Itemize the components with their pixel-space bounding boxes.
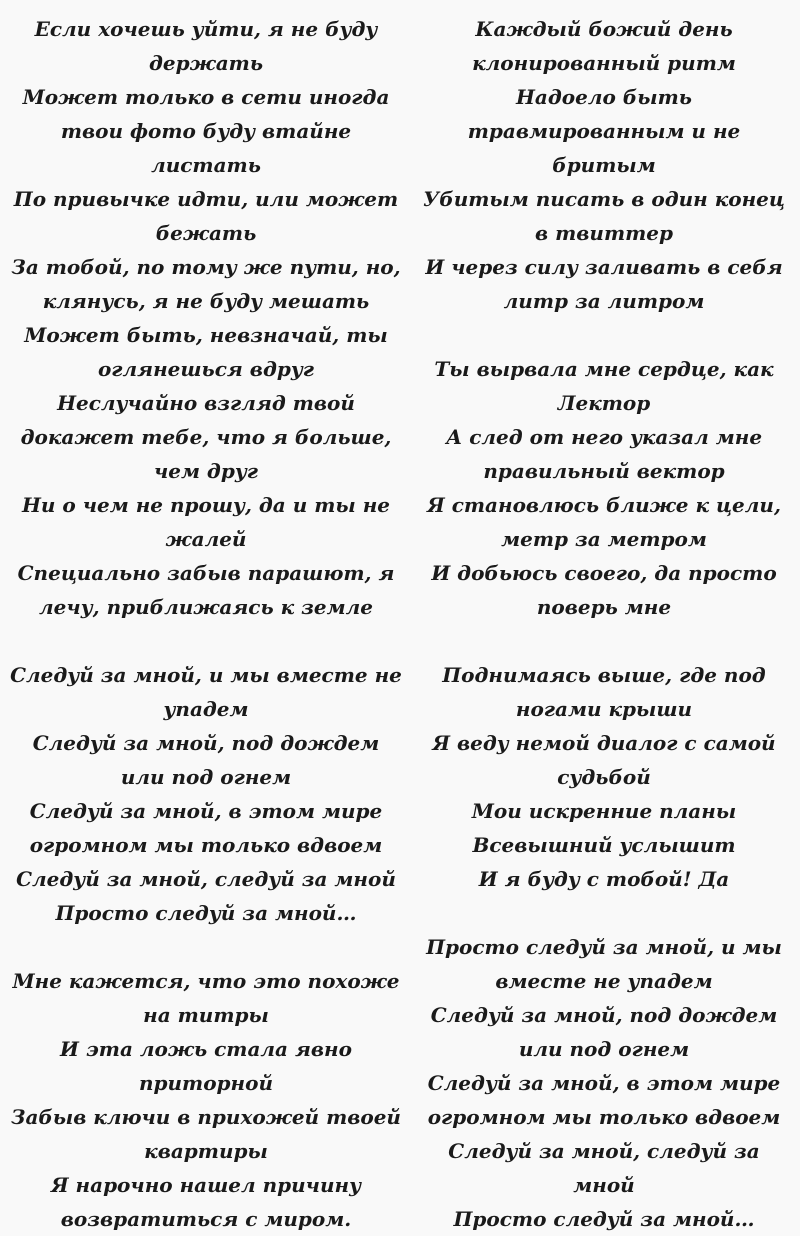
- lyrics-column-left: [0, 12, 412, 1231]
- lyric-line: За тобой, по тому же пути, но, клянусь, я не буду мешать: [11, 255, 401, 313]
- lyric-line: Я нарочно нашел причину возвратиться с миром.: [50, 1173, 362, 1231]
- stanza-right-3: [416, 658, 792, 896]
- lyric-line: Надоело быть травмированным и не бритым: [467, 85, 741, 177]
- lyric-line: Следуй за мной, следуй за мной: [16, 867, 396, 891]
- lyric-line: Ты вырвала мне сердце, как Лектор: [434, 357, 774, 415]
- lyric-line: Я становлюсь ближе к цели, метр за метром: [427, 493, 781, 551]
- lyric-line: Если хочешь уйти, я не буду держать: [34, 17, 378, 75]
- stanza-right-2: [416, 352, 792, 624]
- lyric-line: И добьюсь своего, да просто поверь мне: [431, 561, 777, 619]
- lyric-line: Просто следуй за мной…: [55, 901, 357, 925]
- stanza-right-4: [416, 930, 792, 1236]
- lyric-line: Следуй за мной, под дождем или под огнем: [32, 731, 380, 789]
- lyric-line: Может быть, невзначай, ты оглянешься вдруг: [24, 323, 388, 381]
- lyric-line: Может только в сети иногда твои фото буду втайне листать: [22, 85, 390, 177]
- stanza-left-3: [10, 964, 402, 1236]
- lyric-line: Забыв ключи в прихожей твоей квартиры: [11, 1105, 401, 1163]
- stanza-left-1: [10, 12, 402, 624]
- stanza-left-2: [10, 658, 402, 930]
- lyric-line: И эта ложь стала явно приторной: [60, 1037, 352, 1095]
- lyric-line: Просто следуй за мной, и мы вместе не упадем: [426, 935, 782, 993]
- lyric-line: Ни о чем не прошу, да и ты не жалей: [22, 493, 390, 551]
- lyric-line: Поднимаясь выше, где под ногами крыши: [442, 663, 766, 721]
- lyric-line: Следуй за мной, под дождем или под огнем: [430, 1003, 778, 1061]
- lyric-line: Мне кажется, что это похоже на титры: [12, 969, 400, 1027]
- stanza-right-1: [416, 12, 792, 318]
- lyric-line: Неслучайно взгляд твой докажет тебе, что я больше, чем друг: [20, 391, 392, 483]
- lyric-line: Каждый божий день клонированный ритм: [472, 17, 736, 75]
- lyric-line: Мои искренние планы Всевышний услышит: [471, 799, 737, 857]
- lyric-line: Просто следуй за мной…: [453, 1207, 755, 1231]
- lyric-line: Следуй за мной, и мы вместе не упадем: [10, 663, 402, 721]
- lyric-line: Убитым писать в один конец в твиттер: [423, 187, 785, 245]
- lyric-line: Следуй за мной, следуй за мной: [448, 1139, 760, 1197]
- lyric-line: Я веду немой диалог с самой судьбой: [432, 731, 776, 789]
- lyric-line: А след от него указал мне правильный вектор: [445, 425, 763, 483]
- lyric-line: По привычке идти, или может бежать: [13, 187, 399, 245]
- lyric-line: Специально забыв парашют, я лечу, приближаясь к земле: [17, 561, 395, 619]
- lyric-line: И я буду с тобой! Да: [478, 867, 730, 891]
- lyrics-column-right: [412, 12, 800, 1231]
- lyric-line: И через силу заливать в себя литр за литром: [425, 255, 783, 313]
- lyric-line: Следуй за мной, в этом мире огромном мы только вдвоем: [427, 1071, 781, 1129]
- lyric-line: Следуй за мной, в этом мире огромном мы только вдвоем: [29, 799, 383, 857]
